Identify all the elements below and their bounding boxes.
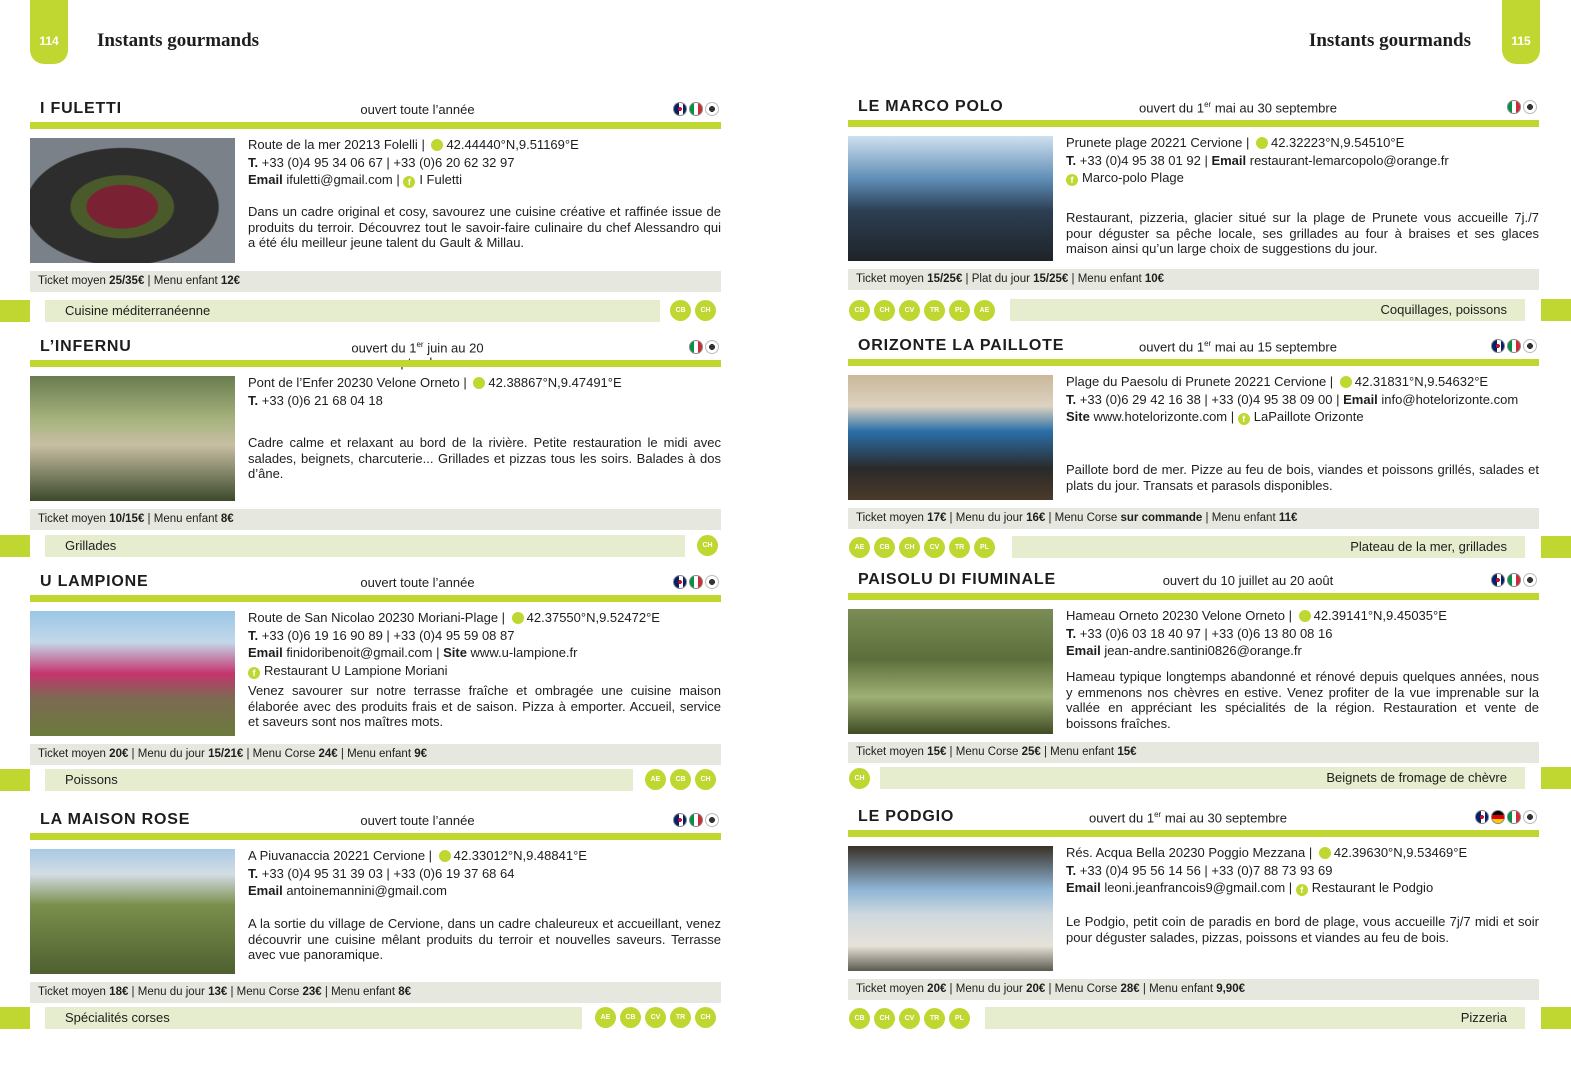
category-edge-bar bbox=[0, 769, 30, 791]
germany-flag-icon bbox=[1491, 810, 1505, 824]
entry-header bbox=[30, 573, 721, 593]
american-express-icon: AE bbox=[645, 769, 666, 790]
header-rule bbox=[848, 830, 1539, 837]
restaurant-name: LE MARCO POLO bbox=[858, 98, 1004, 115]
payment-icons bbox=[849, 537, 995, 558]
cheque-icon: CH bbox=[874, 1008, 895, 1029]
facebook-page[interactable]: Restaurant U Lampione Moriani bbox=[264, 662, 448, 678]
price-label: Ticket moyen bbox=[856, 983, 924, 995]
opening-period: ouvert du 1er mai au 30 septembre bbox=[1089, 810, 1287, 826]
restaurant-ticket-icon: TR bbox=[924, 1008, 945, 1029]
price-label: Plat du jour bbox=[971, 273, 1030, 285]
gps-icon bbox=[473, 377, 485, 389]
language-flags bbox=[673, 575, 719, 589]
email-label: Email bbox=[1066, 643, 1101, 658]
contact-info: A Piuvanaccia 20221 Cervione | 42.33012°N,9.48841°E T. +33 (0)4 95 31 39 03 | +33 (0)6 19 37 68 64 Email antoinemannini@gmail.com bbox=[248, 848, 587, 898]
price-row: Ticket moyen 15/25€ | Plat du jour 15/25€ | Menu enfant 10€ bbox=[848, 269, 1539, 290]
payment-icons bbox=[645, 769, 716, 790]
cuisine-category: Beignets de fromage de chèvre bbox=[880, 767, 1525, 789]
phone-label: T. bbox=[248, 865, 259, 881]
holiday-voucher-icon: CV bbox=[645, 1007, 666, 1028]
italy-flag-icon bbox=[689, 813, 703, 827]
american-express-icon: AE bbox=[974, 300, 995, 321]
price-label: Menu Corse bbox=[955, 746, 1019, 758]
address: Rés. Acqua Bella 20230 Poggio Mezzana bbox=[1066, 845, 1306, 860]
price-label: Menu enfant bbox=[153, 275, 218, 287]
cheque-icon: CH bbox=[697, 535, 718, 556]
payment-icons bbox=[697, 535, 718, 556]
entry-header bbox=[848, 98, 1539, 118]
price-label: Menu Corse bbox=[1054, 983, 1118, 995]
header-rule bbox=[30, 122, 721, 129]
header-rule bbox=[848, 359, 1539, 366]
page-number-left: 114 bbox=[39, 34, 59, 48]
beach-icon: PL bbox=[974, 537, 995, 558]
price-value: 20€ bbox=[927, 983, 947, 995]
opening-period: ouvert du 1er mai au 30 septembre bbox=[1139, 100, 1337, 116]
phone-numbers: +33 (0)6 21 68 04 18 bbox=[261, 392, 383, 408]
price-label: Ticket moyen bbox=[38, 986, 106, 998]
description: Paillote bord de mer. Pizze au feu de bois, viandes et poissons grillés, salades et plats du jour. Transats et parasols disponibles. bbox=[1066, 462, 1539, 493]
price-label: Menu enfant bbox=[1149, 983, 1214, 995]
address: Plage du Paesolu di Prunete 20221 Cervione bbox=[1066, 374, 1327, 389]
gps-coordinates: 42.32223°N,9.54510°E bbox=[1270, 135, 1405, 150]
email-link[interactable]: leoni.jeanfrancois9@gmail.com bbox=[1104, 880, 1286, 895]
italy-flag-icon bbox=[1507, 573, 1521, 587]
email-link[interactable]: antoinemannini@gmail.com bbox=[286, 883, 447, 898]
restaurant-photo bbox=[848, 609, 1053, 734]
credit-card-icon: CB bbox=[849, 1008, 870, 1029]
price-row: Ticket moyen 17€ | Menu du jour 16€ | Menu Corse sur commande | Menu enfant 11€ bbox=[848, 508, 1539, 529]
category-edge-bar bbox=[1541, 1007, 1571, 1029]
price-label: Ticket moyen bbox=[38, 748, 106, 760]
cuisine-category: Cuisine méditerranéenne bbox=[45, 300, 660, 322]
price-value: 15/25€ bbox=[927, 273, 963, 285]
phone-label: T. bbox=[1066, 625, 1077, 641]
price-value: 8€ bbox=[398, 986, 412, 998]
phone-numbers: +33 (0)4 95 56 14 56 | +33 (0)7 88 73 93 69 bbox=[1079, 862, 1333, 878]
price-label: Menu du jour bbox=[955, 512, 1023, 524]
language-flags bbox=[1475, 810, 1537, 824]
restaurant-photo bbox=[848, 846, 1053, 971]
website-link[interactable]: www.hotelorizonte.com bbox=[1093, 409, 1228, 424]
language-flags bbox=[1491, 573, 1537, 587]
category-edge-bar bbox=[1541, 767, 1571, 789]
restaurant-photo bbox=[30, 849, 235, 974]
american-express-icon: AE bbox=[595, 1007, 616, 1028]
price-label: Menu enfant bbox=[1077, 273, 1142, 285]
price-label: Menu enfant bbox=[347, 748, 412, 760]
uk-flag-icon bbox=[673, 102, 687, 116]
price-label: Ticket moyen bbox=[38, 513, 106, 525]
restaurant-name: ORIZONTE LA PAILLOTE bbox=[858, 337, 1065, 354]
address: Route de San Nicolao 20230 Moriani-Plage bbox=[248, 610, 499, 625]
price-label: Menu Corse bbox=[236, 986, 300, 998]
website-link[interactable]: www.u-lampione.fr bbox=[470, 645, 578, 660]
opening-period: ouvert du 10 juillet au 20 août bbox=[1162, 573, 1334, 588]
price-value: 8€ bbox=[220, 513, 234, 525]
address: A Piuvanaccia 20221 Cervione bbox=[248, 848, 426, 863]
contact-info: Pont de l’Enfer 20230 Velone Orneto | 42.38867°N,9.47491°E T. +33 (0)6 21 68 04 18 bbox=[248, 375, 622, 408]
email-link[interactable]: info@hotelorizonte.com bbox=[1381, 391, 1519, 407]
header-rule bbox=[848, 120, 1539, 127]
price-label: Menu enfant bbox=[1211, 512, 1276, 524]
header-rule bbox=[30, 595, 721, 602]
price-value: 15€ bbox=[927, 746, 947, 758]
cheque-icon: CH bbox=[695, 300, 716, 321]
price-value: sur commande bbox=[1120, 512, 1203, 524]
email-label: Email bbox=[248, 645, 283, 660]
category-edge-bar bbox=[0, 300, 30, 322]
email-link[interactable]: restaurant-lemarcopolo@orange.fr bbox=[1249, 152, 1449, 168]
facebook-icon: f bbox=[1066, 174, 1078, 186]
cheque-icon: CH bbox=[899, 537, 920, 558]
cuisine-category: Spécialités corses bbox=[45, 1007, 582, 1029]
description: Hameau typique longtemps abandonné et rénové depuis quelques années, nous y emmenons nos chèvres en estive. Venez profiter de la vue imprenable sur la vallée en appréciant les spécialités de la région. Restauration et vente de boissons fraîches. bbox=[1066, 669, 1539, 731]
price-label: Ticket moyen bbox=[856, 746, 924, 758]
gps-coordinates: 42.38867°N,9.47491°E bbox=[488, 375, 622, 390]
restaurant-name: LE PODGIO bbox=[858, 808, 955, 825]
page-title-right: Instants gourmands bbox=[1308, 30, 1471, 51]
description: Venez savourer sur notre terrasse fraîche et ombragée une cuisine maison élaborée avec des produits frais et de saison. Pizza à emporter. Accueil, service et saveurs sont nos maîtres mots. bbox=[248, 683, 721, 729]
price-value: 20€ bbox=[109, 748, 129, 760]
price-row: Ticket moyen 20€ | Menu du jour 15/21€ | Menu Corse 24€ | Menu enfant 9€ bbox=[30, 744, 721, 765]
corsica-flag-icon bbox=[1523, 810, 1537, 824]
price-value: 20€ bbox=[1026, 983, 1046, 995]
address: Route de la mer 20213 Folelli bbox=[248, 137, 418, 152]
email-link[interactable]: finidoribenoit@gmail.com bbox=[286, 645, 433, 660]
category-edge-bar bbox=[0, 1007, 30, 1029]
email-label: Email bbox=[1066, 880, 1101, 895]
facebook-page[interactable]: I Fuletti bbox=[419, 172, 462, 187]
price-row: Ticket moyen 18€ | Menu du jour 13€ | Menu Corse 23€ | Menu enfant 8€ bbox=[30, 982, 721, 1003]
gps-icon bbox=[439, 850, 451, 862]
restaurant-name: U LAMPIONE bbox=[40, 573, 149, 590]
corsica-flag-icon bbox=[705, 813, 719, 827]
gps-coordinates: 42.33012°N,9.48841°E bbox=[453, 848, 587, 863]
price-value: 9€ bbox=[414, 748, 428, 760]
holiday-voucher-icon: CV bbox=[899, 1008, 920, 1029]
page-number-tab-right bbox=[1502, 0, 1540, 64]
price-label: Menu Corse bbox=[1054, 512, 1118, 524]
opening-period: ouvert du 1er juin au 20 bbox=[351, 340, 484, 356]
price-value: 10/15€ bbox=[109, 513, 145, 525]
payment-icons bbox=[595, 1007, 716, 1028]
contact-info: Route de San Nicolao 20230 Moriani-Plage | 42.37550°N,9.52472°E T. +33 (0)6 19 16 90 89 | +33 (0)4 95 59 08 87 Email finidoribenoit@gmail.com | Site www.u-lampione.fr f Restaurant U Lampione Moriani bbox=[248, 610, 660, 678]
payment-icons bbox=[849, 300, 995, 321]
price-value: 15/25€ bbox=[1033, 273, 1069, 285]
email-link[interactable]: jean-andre.santini0826@orange.fr bbox=[1104, 643, 1302, 658]
opening-period: ouvert toute l’année bbox=[360, 102, 475, 117]
restaurant-photo bbox=[848, 375, 1053, 500]
gps-icon bbox=[431, 139, 443, 151]
price-value: 23€ bbox=[302, 986, 322, 998]
gps-coordinates: 42.39141°N,9.45035°E bbox=[1313, 608, 1447, 623]
language-flags bbox=[1507, 100, 1537, 114]
credit-card-icon: CB bbox=[874, 537, 895, 558]
uk-flag-icon bbox=[1491, 573, 1505, 587]
restaurant-name: PAISOLU DI FIUMINALE bbox=[858, 571, 1056, 588]
facebook-icon: f bbox=[1238, 413, 1250, 425]
language-flags bbox=[1491, 339, 1537, 353]
description: Le Podgio, petit coin de paradis en bord de plage, vous accueille 7j/7 midi et soir pour déguster salades, pizzas, poissons et viandes au feu de bois. bbox=[1066, 914, 1539, 945]
phone-numbers: +33 (0)6 29 42 16 38 | +33 (0)4 95 38 09 00 | bbox=[1079, 391, 1340, 407]
price-value: 10€ bbox=[1144, 273, 1165, 285]
restaurant-photo bbox=[30, 376, 235, 501]
price-row: Ticket moyen 25/35€ | Menu enfant 12€ bbox=[30, 271, 721, 292]
facebook-icon: f bbox=[403, 176, 415, 188]
gps-icon bbox=[1299, 610, 1311, 622]
category-edge-bar bbox=[1541, 536, 1571, 558]
price-label: Menu Corse bbox=[252, 748, 316, 760]
category-edge-bar bbox=[1541, 299, 1571, 321]
entry-header bbox=[848, 571, 1539, 591]
gps-icon bbox=[1340, 376, 1352, 388]
cuisine-category: Grillades bbox=[45, 535, 685, 557]
header-rule bbox=[848, 593, 1539, 600]
price-value: 24€ bbox=[318, 748, 338, 760]
corsica-flag-icon bbox=[705, 575, 719, 589]
price-value: 9,90€ bbox=[1216, 983, 1245, 995]
cheque-icon: CH bbox=[874, 300, 895, 321]
restaurant-ticket-icon: TR bbox=[949, 537, 970, 558]
phone-numbers: +33 (0)4 95 31 39 03 | +33 (0)6 19 37 68 64 bbox=[261, 865, 515, 881]
phone-label: T. bbox=[1066, 391, 1077, 407]
cuisine-category: Poissons bbox=[45, 769, 633, 791]
american-express-icon: AE bbox=[849, 537, 870, 558]
italy-flag-icon bbox=[1507, 100, 1521, 114]
restaurant-ticket-icon: TR bbox=[670, 1007, 691, 1028]
price-row: Ticket moyen 15€ | Menu Corse 25€ | Menu enfant 15€ bbox=[848, 742, 1539, 763]
corsica-flag-icon bbox=[705, 340, 719, 354]
facebook-page[interactable]: LaPaillote Orizonte bbox=[1253, 409, 1364, 424]
italy-flag-icon bbox=[689, 102, 703, 116]
gps-coordinates: 42.44440°N,9.51169°E bbox=[446, 137, 579, 152]
phone-label: T. bbox=[248, 154, 259, 170]
corsica-flag-icon bbox=[705, 102, 719, 116]
restaurant-name: L’INFERNU bbox=[40, 338, 132, 355]
header-rule bbox=[30, 833, 721, 840]
description: A la sortie du village de Cervione, dans un cadre chaleureux et accueillant, venez découvrir une cuisine mêlant produits du terroir et nouvelles saveurs. Terrasse avec vue panoramique. bbox=[248, 916, 721, 962]
phone-label: T. bbox=[248, 392, 259, 408]
site-label: Site bbox=[1066, 409, 1090, 424]
opening-period: ouvert toute l’année bbox=[360, 575, 475, 590]
page-title-left: Instants gourmands bbox=[97, 30, 260, 51]
price-label: Menu du jour bbox=[955, 983, 1023, 995]
facebook-icon: f bbox=[1296, 884, 1308, 896]
contact-info: Route de la mer 20213 Folelli | 42.44440°N,9.51169°E T. +33 (0)4 95 34 06 67 | +33 (0)6 20 62 32 97 Email ifuletti@gmail.com | f I Fuletti bbox=[248, 137, 579, 187]
price-value: 17€ bbox=[927, 512, 947, 524]
credit-card-icon: CB bbox=[849, 300, 870, 321]
language-flags bbox=[673, 813, 719, 827]
opening-period: ouvert toute l’année bbox=[360, 813, 475, 828]
italy-flag-icon bbox=[689, 340, 703, 354]
gps-coordinates: 42.37550°N,9.52472°E bbox=[526, 610, 660, 625]
restaurant-entry-le-podgio bbox=[848, 808, 1539, 1040]
price-label: Menu enfant bbox=[331, 986, 396, 998]
corsica-flag-icon bbox=[1523, 339, 1537, 353]
language-flags bbox=[689, 340, 719, 354]
price-value: 18€ bbox=[109, 986, 129, 998]
address: Pont de l’Enfer 20230 Velone Orneto bbox=[248, 375, 460, 390]
cheque-icon: CH bbox=[695, 769, 716, 790]
facebook-page[interactable]: Restaurant le Podgio bbox=[1311, 880, 1434, 895]
credit-card-icon: CB bbox=[670, 300, 691, 321]
gps-coordinates: 42.31831°N,9.54632°E bbox=[1354, 374, 1489, 389]
holiday-voucher-icon: CV bbox=[899, 300, 920, 321]
price-value: 12€ bbox=[220, 275, 241, 287]
language-flags bbox=[673, 102, 719, 116]
restaurant-photo bbox=[848, 136, 1053, 261]
payment-icons bbox=[849, 1008, 970, 1029]
holiday-voucher-icon: CV bbox=[924, 537, 945, 558]
address: Prunete plage 20221 Cervione bbox=[1066, 135, 1243, 150]
description: Cadre calme et relaxant au bord de la rivière. Petite restauration le midi avec salades, beignets, charcuterie... Grillades et pizzas tous les soirs. Balades à dos d’âne. bbox=[248, 435, 721, 481]
email-label: Email bbox=[1343, 391, 1378, 407]
site-label: Site bbox=[443, 645, 467, 660]
cuisine-category: Plateau de la mer, grillades bbox=[1012, 536, 1525, 558]
restaurant-name: I FULETTI bbox=[40, 100, 122, 117]
price-value: 25€ bbox=[1021, 746, 1041, 758]
phone-label: T. bbox=[1066, 862, 1077, 878]
address: Hameau Orneto 20230 Velone Orneto bbox=[1066, 608, 1285, 623]
price-label: Ticket moyen bbox=[856, 512, 924, 524]
cuisine-category: Pizzeria bbox=[985, 1007, 1525, 1029]
uk-flag-icon bbox=[1491, 339, 1505, 353]
price-label: Menu enfant bbox=[1050, 746, 1115, 758]
contact-info: Prunete plage 20221 Cervione | 42.32223°N,9.54510°E T. +33 (0)4 95 38 01 92 | Email restaurant-lemarcopolo@orange.fr f Marco-polo Plage bbox=[1066, 135, 1449, 185]
email-label: Email bbox=[1211, 152, 1247, 168]
uk-flag-icon bbox=[673, 813, 687, 827]
phone-numbers: +33 (0)4 95 34 06 67 | +33 (0)6 20 62 32 97 bbox=[261, 154, 515, 170]
contact-info: Hameau Orneto 20230 Velone Orneto | 42.39141°N,9.45035°E T. +33 (0)6 03 18 40 97 | +33 (0)6 13 80 08 16 Email jean-andre.santini0826@orange.fr bbox=[1066, 608, 1447, 658]
entry-header bbox=[848, 808, 1539, 828]
uk-flag-icon bbox=[673, 575, 687, 589]
entry-header bbox=[30, 338, 721, 358]
italy-flag-icon bbox=[689, 575, 703, 589]
email-label: Email bbox=[248, 172, 283, 187]
restaurant-entry-le-marco-polo bbox=[848, 98, 1539, 330]
email-link[interactable]: ifuletti@gmail.com bbox=[286, 172, 393, 187]
payment-icons bbox=[670, 300, 716, 321]
italy-flag-icon bbox=[1507, 339, 1521, 353]
price-value: 15€ bbox=[1117, 746, 1137, 758]
restaurant-photo bbox=[30, 138, 235, 263]
restaurant-entry-orizonte-la-paillote bbox=[848, 337, 1539, 569]
restaurant-ticket-icon: TR bbox=[924, 300, 945, 321]
phone-label: T. bbox=[1066, 152, 1077, 168]
restaurant-entry-i-fuletti bbox=[30, 100, 721, 332]
payment-icons bbox=[849, 768, 870, 789]
price-label: Menu enfant bbox=[153, 513, 218, 525]
corsica-flag-icon bbox=[1523, 573, 1537, 587]
opening-period: ouvert du 1er mai au 15 septembre bbox=[1139, 339, 1337, 355]
beach-icon: PL bbox=[949, 300, 970, 321]
price-value: 11€ bbox=[1278, 512, 1298, 524]
entry-header bbox=[30, 100, 721, 120]
gps-icon bbox=[512, 612, 524, 624]
price-value: 28€ bbox=[1120, 983, 1140, 995]
gps-coordinates: 42.39630°N,9.53469°E bbox=[1333, 845, 1468, 860]
contact-info: Rés. Acqua Bella 20230 Poggio Mezzana | 42.39630°N,9.53469°E T. +33 (0)4 95 56 14 56 | +33 (0)7 88 73 93 69 Email leoni.jeanfrancois9@gmail.com | f Restaurant le Podgio bbox=[1066, 845, 1468, 895]
price-value: 15/21€ bbox=[208, 748, 244, 760]
price-label: Menu du jour bbox=[137, 748, 205, 760]
corsica-flag-icon bbox=[1523, 100, 1537, 114]
price-value: 25/35€ bbox=[109, 275, 145, 287]
italy-flag-icon bbox=[1507, 810, 1521, 824]
credit-card-icon: CB bbox=[620, 1007, 641, 1028]
cuisine-category: Coquillages, poissons bbox=[1010, 299, 1525, 321]
price-label: Menu du jour bbox=[137, 986, 205, 998]
phone-numbers: +33 (0)6 03 18 40 97 | +33 (0)6 13 80 08 16 bbox=[1079, 625, 1333, 641]
entry-header bbox=[848, 337, 1539, 357]
gps-icon bbox=[1256, 137, 1268, 149]
facebook-icon: f bbox=[248, 667, 260, 679]
phone-label: T. bbox=[248, 627, 259, 643]
gps-icon bbox=[1319, 847, 1331, 859]
contact-info: Plage du Paesolu di Prunete 20221 Cervione | 42.31831°N,9.54632°E T. +33 (0)6 29 42 16 38 | +33 (0)4 95 38 09 00 | Email info@hotelorizonte.com Site www.hotelorizonte.com | f LaPaillote Orizonte bbox=[1066, 374, 1519, 424]
description: Dans un cadre original et cosy, savourez une cuisine créative et raffinée issue de produits du terroir. Découvrez tout le savoir-faire culinaire du chef Alessandro qui a été élu meilleur jeune talent du Gault & Millau. bbox=[248, 204, 721, 250]
header-rule bbox=[30, 360, 721, 367]
facebook-page[interactable]: Marco-polo Plage bbox=[1082, 170, 1184, 185]
price-value: 16€ bbox=[1026, 512, 1046, 524]
restaurant-photo bbox=[30, 611, 235, 736]
beach-icon: PL bbox=[949, 1008, 970, 1029]
phone-numbers: +33 (0)6 19 16 90 89 | +33 (0)4 95 59 08 87 bbox=[261, 627, 515, 643]
entry-header bbox=[30, 811, 721, 831]
page-number-tab-left bbox=[30, 0, 68, 64]
uk-flag-icon bbox=[1475, 810, 1489, 824]
price-label: Ticket moyen bbox=[38, 275, 106, 287]
phone-numbers: +33 (0)4 95 38 01 92 bbox=[1079, 152, 1201, 168]
page-number-right: 115 bbox=[1511, 34, 1531, 48]
price-label: Ticket moyen bbox=[856, 273, 924, 285]
cheque-icon: CH bbox=[849, 768, 870, 789]
price-value: 13€ bbox=[208, 986, 228, 998]
email-label: Email bbox=[248, 883, 283, 898]
price-row: Ticket moyen 10/15€ | Menu enfant 8€ bbox=[30, 509, 721, 530]
price-row: Ticket moyen 20€ | Menu du jour 20€ | Menu Corse 28€ | Menu enfant 9,90€ bbox=[848, 979, 1539, 1000]
cheque-icon: CH bbox=[695, 1007, 716, 1028]
restaurant-name: LA MAISON ROSE bbox=[40, 811, 191, 828]
description: Restaurant, pizzeria, glacier situé sur la plage de Prunete vous accueille 7j./7 pour déguster sa pêche locale, ses grillades au four à braises et ses glaces maison ainsi qu’un large choix de suggestions du jour. bbox=[1066, 210, 1539, 256]
category-edge-bar bbox=[0, 535, 30, 557]
credit-card-icon: CB bbox=[670, 769, 691, 790]
